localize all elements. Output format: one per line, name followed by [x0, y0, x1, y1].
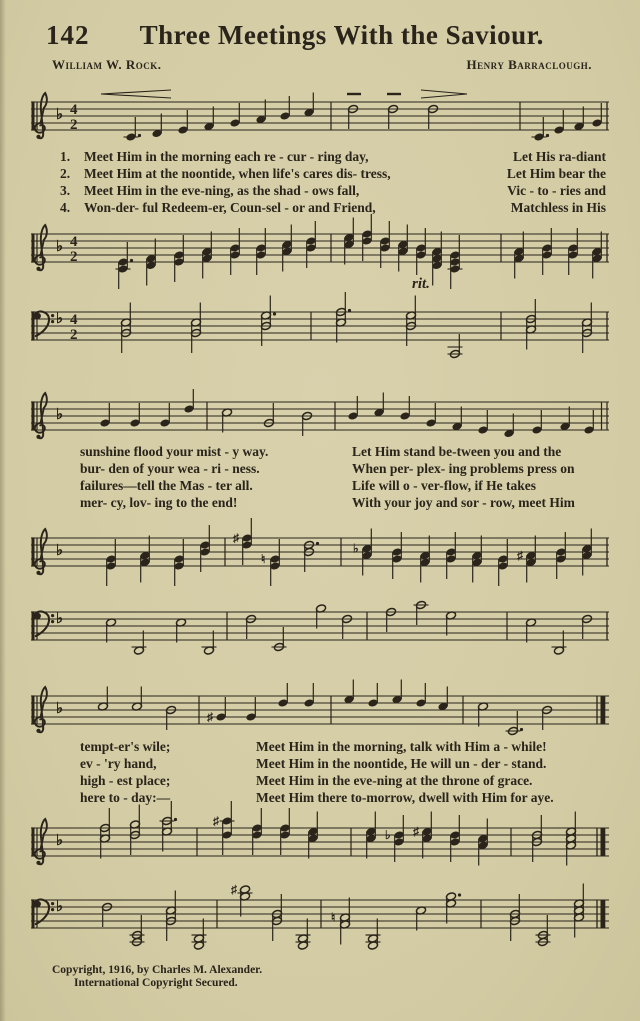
- verse-text: failures—tell the Mas - ter all.: [80, 478, 253, 493]
- page-title: Three Meetings With the Saviour.: [139, 20, 544, 50]
- page-header: [46, 20, 594, 51]
- svg-text:♭: ♭: [56, 611, 64, 627]
- copyright-notice: [52, 964, 262, 990]
- svg-text:2: 2: [70, 117, 78, 133]
- author-music: Henry Barraclough.: [466, 57, 592, 72]
- bass-staff-3: [31, 878, 609, 975]
- verse-line: [80, 755, 604, 772]
- verse-text: Meet Him in the eve-ning, as the shad - ows fall,: [84, 183, 360, 198]
- svg-text:♮: ♮: [261, 552, 266, 566]
- svg-text:4: 4: [70, 312, 78, 328]
- svg-text:♯: ♯: [213, 814, 219, 828]
- verse-line: [80, 477, 604, 494]
- svg-text:4: 4: [70, 102, 78, 118]
- verse-line: [80, 772, 604, 789]
- svg-text:♯: ♯: [207, 710, 213, 724]
- staff-svg: [31, 798, 609, 886]
- svg-text:♭: ♭: [56, 239, 64, 255]
- svg-text:2: 2: [70, 249, 78, 265]
- verse-text: mer- cy, lov- ing to the end!: [80, 495, 238, 510]
- ritardando-marking: rit.: [412, 276, 430, 292]
- verse-text: bur- den of your wea - ri - ness.: [80, 461, 260, 476]
- staff-svg: [31, 290, 609, 372]
- verse-block-3: [80, 738, 604, 806]
- verse-text: Won-der- ful Redeem-er, Coun-sel - or and Friend,: [84, 200, 376, 215]
- svg-text:♭: ♭: [56, 833, 64, 849]
- verse-text: tempt-er's wile;: [80, 739, 171, 754]
- svg-text:4: 4: [70, 234, 78, 250]
- verse-line: [80, 494, 604, 511]
- verse-text: Meet Him in the morning, talk with Him a - while!: [256, 739, 547, 754]
- byline: [52, 57, 592, 73]
- svg-text:♭: ♭: [56, 311, 64, 327]
- verse-text: Meet Him in the eve-ning at the throne of grace.: [256, 773, 533, 788]
- svg-text:♯: ♯: [413, 824, 419, 839]
- verse-text: Let Him stand be-tween you and the: [352, 444, 562, 459]
- verse-text: Meet Him in the noontide, He will un - der - stand.: [256, 756, 547, 771]
- verse-text: With your joy and sor - row, meet Him: [352, 495, 575, 510]
- svg-text:♭: ♭: [56, 543, 64, 559]
- svg-text:♯: ♯: [231, 882, 237, 897]
- svg-text:♯: ♯: [517, 548, 523, 563]
- bass-staff-1: [31, 290, 609, 377]
- staff-svg: [31, 80, 609, 154]
- bass-staff-2: [31, 590, 609, 681]
- verse-line: [60, 165, 606, 182]
- staff-svg: [31, 878, 609, 970]
- verse-text: high - est place;: [80, 773, 171, 788]
- staff-svg: [31, 674, 609, 748]
- copyright-line-2: International Copyright Secured.: [74, 977, 238, 989]
- verse-line: [80, 460, 604, 477]
- verse-text: ev - 'ry hand,: [80, 756, 157, 771]
- svg-text:♭: ♭: [56, 701, 64, 717]
- staff-svg: [31, 590, 609, 676]
- harmony-staff-2: [31, 516, 609, 599]
- svg-text:♭: ♭: [385, 828, 391, 842]
- verse-text: Life will o - ver-flow, if He takes: [352, 478, 536, 493]
- verse-text: Meet Him in the morning each re - cur - ring day,: [84, 149, 369, 164]
- svg-text:2: 2: [70, 327, 78, 343]
- verse-block-2: [80, 443, 604, 511]
- verse-number: 3.: [60, 183, 71, 198]
- verse-number: 2.: [60, 166, 71, 181]
- verse-text: Matchless in His: [510, 200, 606, 215]
- verse-line: [60, 182, 606, 199]
- copyright-line-1: Copyright, 1916, by Charles M. Alexander.: [52, 964, 263, 976]
- verse-text: Vic - to - ries and: [507, 183, 606, 198]
- verse-line: [60, 148, 606, 165]
- verse-block-1: [60, 148, 606, 216]
- svg-text:♭: ♭: [56, 899, 64, 915]
- hymn-number: 142: [46, 20, 90, 50]
- verse-text: Meet Him there to-morrow, dwell with Him for aye.: [256, 790, 554, 805]
- svg-text:♯: ♯: [233, 531, 239, 545]
- svg-text:♮: ♮: [331, 910, 336, 925]
- svg-text:♭: ♭: [56, 407, 64, 423]
- verse-text: Let His ra-diant: [513, 149, 606, 164]
- verse-text: Let Him bear the: [506, 166, 606, 181]
- author-words: William W. Rock.: [52, 57, 162, 72]
- verse-number: 1.: [60, 149, 71, 164]
- staff-svg: [31, 516, 609, 594]
- verse-text: here to - day:—: [80, 790, 171, 805]
- verse-line: [80, 738, 604, 755]
- verse-number: 4.: [60, 200, 71, 215]
- verse-text: When per- plex- ing problems press on: [352, 461, 575, 476]
- verse-text: sunshine flood your mist - y way.: [80, 444, 269, 459]
- svg-text:♭: ♭: [56, 107, 64, 123]
- verse-text: Meet Him at the noontide, when life's cares dis- tress,: [84, 166, 391, 181]
- harmony-staff-1: [31, 212, 609, 295]
- staff-svg: [31, 212, 609, 290]
- verse-line: [80, 443, 604, 460]
- svg-text:♭: ♭: [353, 541, 359, 556]
